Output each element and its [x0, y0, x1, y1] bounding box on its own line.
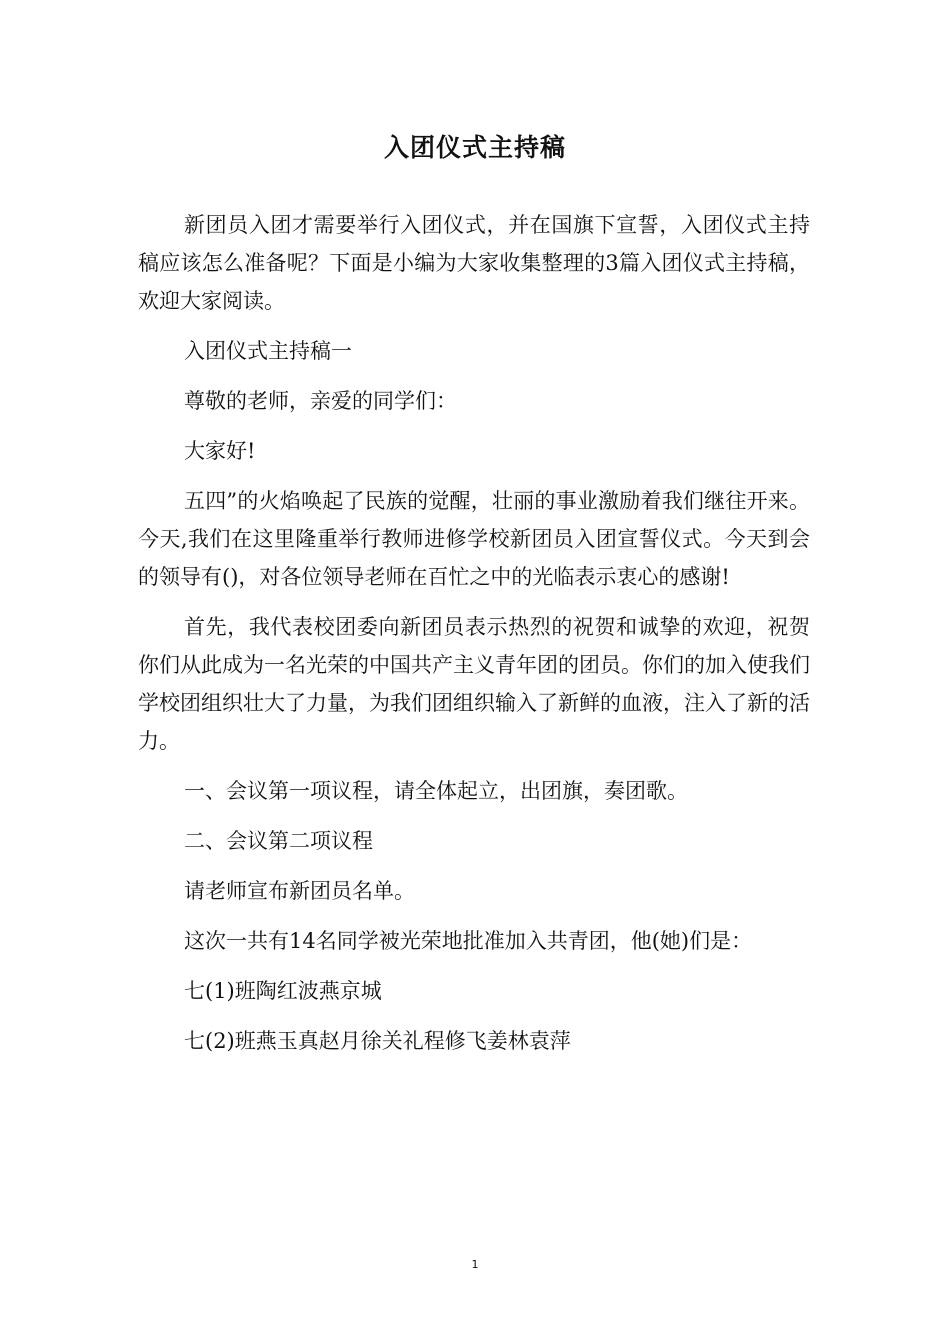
paragraph-salutation: 尊敬的老师，亲爱的同学们： — [184, 389, 457, 413]
paragraph-section-heading: 入团仪式主持稿一 — [184, 339, 352, 363]
paragraph-member-count: 这次一共有14名同学被光荣地批准加入共青团，他(她)们是： — [184, 929, 753, 953]
paragraph-welcome: 首先，我代表校团委向新团员表示热烈的祝贺和诚挚的欢迎，祝贺你们从此成为一名光荣的中国共产主义青年团的团员。你们的加入使我们学校团组织壮大了力量，为我们团组织输入了新鲜的血液，注入了新的活力。 — [138, 615, 810, 753]
paragraph-announce: 请老师宣布新团员名单。 — [184, 879, 415, 903]
page-number: 1 — [471, 1258, 479, 1271]
paragraph-greeting: 大家好! — [184, 439, 256, 463]
document-title: 入团仪式主持稿 — [383, 133, 566, 162]
paragraph-agenda-2: 二、会议第二项议程 — [184, 829, 373, 853]
paragraph-agenda-1: 一、会议第一项议程，请全体起立，出团旗，奏团歌。 — [184, 779, 688, 803]
paragraph-opening: 五四”的火焰唤起了民族的觉醒，壮丽的事业激励着我们继往开来。今天,我们在这里隆重举行教师进修学校新团员入团宣誓仪式。今天到会的领导有()，对各位领导老师在百忙之中的光临表示衷心的感谢! — [138, 489, 810, 589]
paragraph-intro: 新团员入团才需要举行入团仪式，并在国旗下宣誓，入团仪式主持稿应该怎么准备呢？下面是小编为大家收集整理的3篇入团仪式主持稿，欢迎大家阅读。 — [138, 213, 810, 313]
paragraph-class-2: 七(2)班燕玉真赵月徐关礼程修飞姜林袁萍 — [184, 1029, 571, 1053]
paragraph-class-1: 七(1)班陶红波燕京城 — [184, 979, 382, 1003]
document-body — [138, 206, 810, 1072]
